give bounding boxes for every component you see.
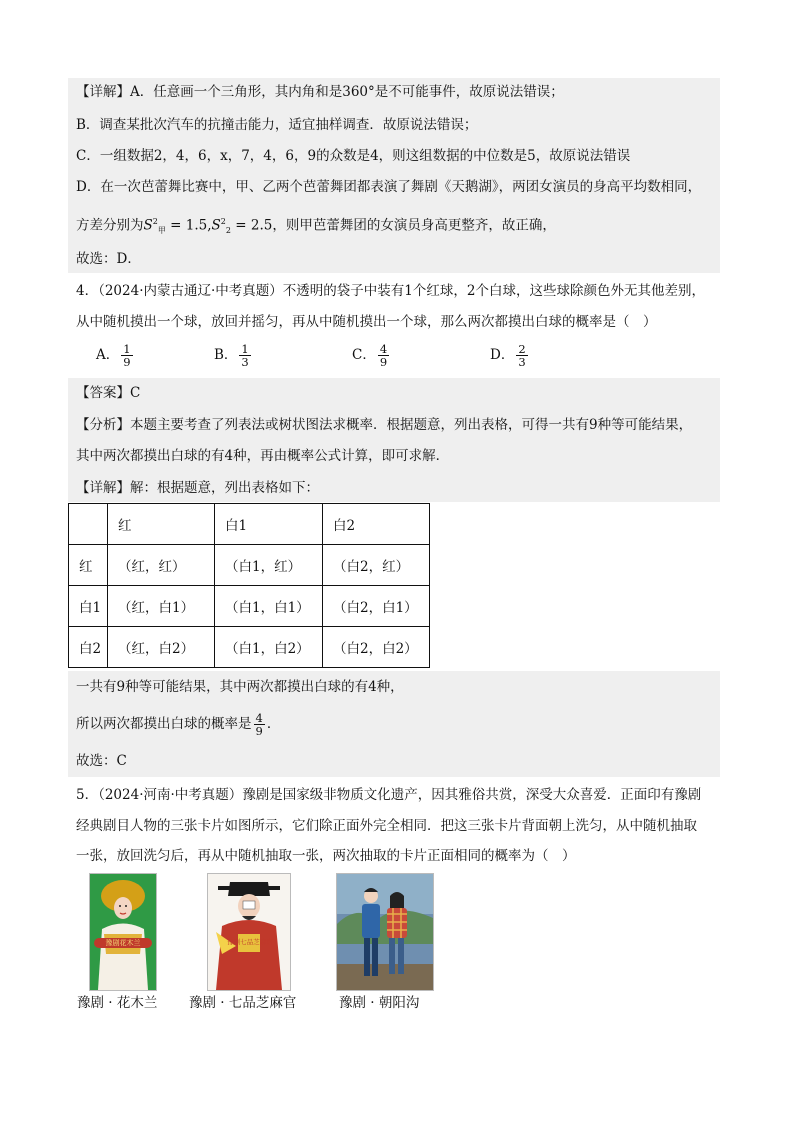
card-caption-chaoyanggou: 豫剧 · 朝阳沟 <box>339 995 420 1011</box>
variance-sub-jia: 甲 <box>157 226 166 236</box>
q4-analysis-line-2: 其中两次都摸出白球的有4种，再由概率公式计算，即可求解． <box>76 448 450 464</box>
q4-question-line-2: 从中随机摸出一个球，放回并摇匀，再从中随机摸出一个球，那么两次都摸出白球的概率是（ ） <box>76 314 657 330</box>
q3-detail-line-c: C．一组数据2，4，6，x，7，4，6，9的众数是4，则这组数据的中位数是5，故原说法错误 <box>76 148 631 164</box>
q5-question-line-1: 5．（2024·河南·中考真题）豫剧是国家级非物质文化遗产，因其雅俗共赏，深受大众喜爱．正面印有豫剧 <box>76 787 702 803</box>
table-cell: （红，红） <box>108 545 215 586</box>
table-cell: 红 <box>108 504 215 545</box>
qipin-banner-text: 豫剧七品芝麻官 <box>227 938 273 946</box>
table-cell: 白1 <box>69 586 108 627</box>
option-b-label: B． <box>214 347 238 363</box>
q4-result-line-1: 一共有9种等可能结果，其中两次都摸出白球的有4种， <box>76 679 404 695</box>
table-cell: 白2 <box>69 627 108 668</box>
table-row <box>69 504 430 545</box>
table-cell: （红，白2） <box>108 627 215 668</box>
variance-sup-yi: 2 <box>220 217 226 226</box>
result-fraction: $\frac{4}{9}$ <box>255 711 263 738</box>
table-cell: 红 <box>69 545 108 586</box>
variance-value-yi: = 2.5 <box>235 217 273 234</box>
variance-sub-yi: 2 <box>225 226 231 236</box>
q4-answer: 【答案】C <box>76 385 141 401</box>
variance-symbol-jia: S <box>143 217 153 234</box>
q4-question-line-1: 4．（2024·内蒙古通辽·中考真题）不透明的袋子中装有1个红球，2个白球，这些球除颜色外无其他差别， <box>76 283 705 299</box>
table-cell: （白2，红） <box>323 545 430 586</box>
table-cell: （白2，白1） <box>323 586 430 627</box>
q4-choose: 故选：C <box>76 753 127 769</box>
result-suffix: ． <box>266 716 281 732</box>
table-row <box>69 545 430 586</box>
q4-option-b <box>214 343 253 368</box>
table-cell: （白2，白2） <box>323 627 430 668</box>
card-qipin-zhimaguan <box>207 873 291 991</box>
result-prefix: 所以两次都摸出白球的概率是 <box>76 716 252 732</box>
card-chaoyanggou <box>336 873 434 991</box>
card-caption-hua-mulan: 豫剧 · 花木兰 <box>77 995 158 1011</box>
option-a-label: A． <box>96 347 120 363</box>
q3-detail-line-a: 【详解】A．任意画一个三角形，其内角和是360°是不可能事件，故原说法错误； <box>76 84 564 100</box>
option-c-fraction: $\frac{4}{9}$ <box>379 342 388 369</box>
table-cell: 白1 <box>215 504 323 545</box>
hua-mulan-illustration <box>90 874 156 990</box>
table-cell <box>69 504 108 545</box>
q3-answer: 故选：D． <box>76 251 141 267</box>
option-b-fraction: $\frac{1}{3}$ <box>241 342 249 369</box>
q4-option-d <box>490 343 530 368</box>
table-cell: 白2 <box>323 504 430 545</box>
q3-detail-line-d: D．在一次芭蕾舞比赛中，甲、乙两个芭蕾舞团都表演了舞剧《天鹅湖》，两团女演员的身高平均数相同， <box>76 179 702 195</box>
option-c-label: C． <box>352 347 376 363</box>
variance-prefix: 方差分别为 <box>76 217 144 234</box>
table-cell: （白1，白2） <box>215 627 323 668</box>
solution-band-q3 <box>68 78 720 273</box>
chaoyanggou-illustration <box>337 874 433 990</box>
table-cell: （红，白1） <box>108 586 215 627</box>
variance-sup-jia: 2 <box>152 217 158 226</box>
outcome-table <box>68 503 430 668</box>
q5-question-line-3: 一张，放回洗匀后，再从中随机抽取一张，两次抽取的卡片正面相同的概率为（ ） <box>76 848 576 864</box>
table-cell: （白1，白1） <box>215 586 323 627</box>
q3-variance-line <box>76 212 726 241</box>
q4-option-a <box>96 343 135 368</box>
option-a-fraction: $\frac{1}{9}$ <box>123 342 131 369</box>
table-cell: （白1，红） <box>215 545 323 586</box>
card-hua-mulan <box>89 873 157 991</box>
option-d-fraction: $\frac{2}{3}$ <box>518 342 526 369</box>
variance-value-jia: = 1.5, <box>170 217 212 234</box>
table-row <box>69 586 430 627</box>
variance-suffix: ，则甲芭蕾舞团的女演员身高更整齐，故正确， <box>272 217 556 234</box>
q4-detail-line: 【详解】解：根据题意，列出表格如下： <box>76 480 319 496</box>
q4-analysis-line-1: 【分析】本题主要考查了列表法或树状图法求概率．根据题意，列出表格，可得一共有9种等可能结果， <box>76 417 693 433</box>
q5-question-line-2: 经典剧目人物的三张卡片如图所示，它们除正面外完全相同．把这三张卡片背面朝上洗匀，从中随机抽取 <box>76 818 697 834</box>
card-caption-qipin-zhimaguan: 豫剧 · 七品芝麻官 <box>189 995 297 1011</box>
q4-result-line-2 <box>76 712 726 737</box>
table-row <box>69 627 430 668</box>
variance-symbol-yi: S <box>211 217 221 234</box>
q3-detail-line-b: B．调查某批次汽车的抗撞击能力，适宜抽样调查．故原说法错误； <box>76 117 478 133</box>
qipin-zhimaguan-illustration <box>208 874 290 990</box>
option-d-label: D． <box>490 347 515 363</box>
hua-mulan-banner-text: 豫剧花木兰 <box>105 939 141 947</box>
q4-option-c <box>352 343 391 368</box>
